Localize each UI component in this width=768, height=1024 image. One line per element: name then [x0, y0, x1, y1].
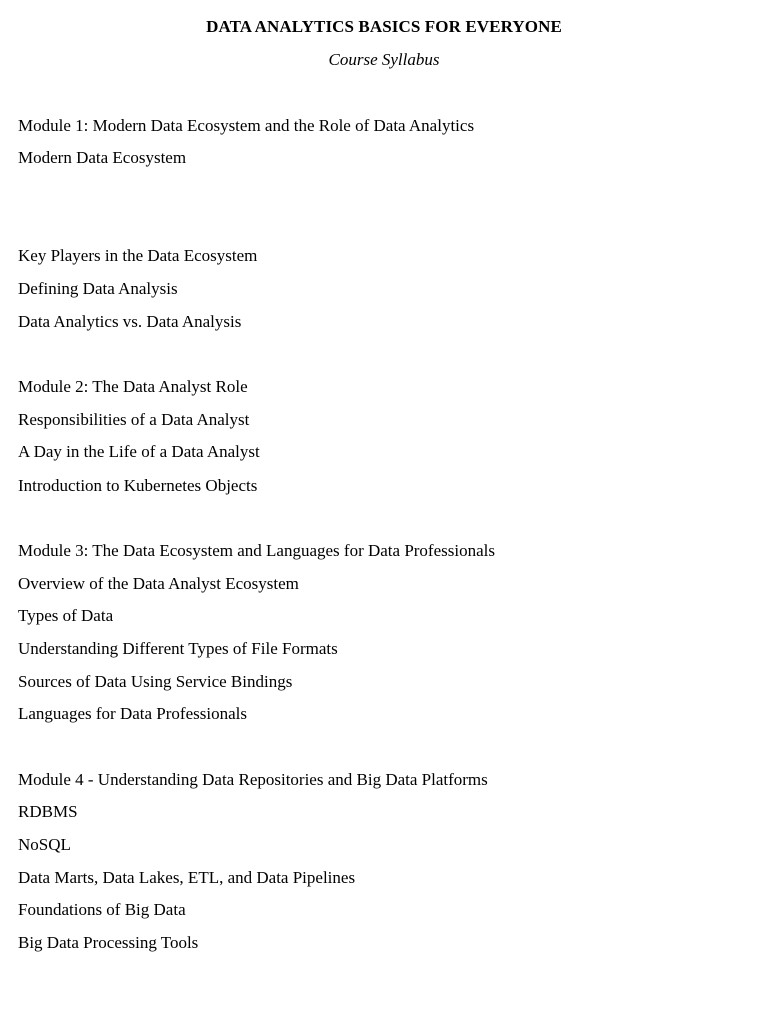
module-1-topic-2: Key Players in the Data Ecosystem [18, 246, 258, 265]
module-1-topic-1: Modern Data Ecosystem [18, 148, 187, 167]
module-3-topic-5: Languages for Data Professionals [18, 704, 247, 723]
module-1-topic-4: Data Analytics vs. Data Analysis [18, 312, 242, 331]
document-title: DATA ANALYTICS BASICS FOR EVERYONE [206, 17, 562, 36]
module-1-topic-3: Defining Data Analysis [18, 279, 178, 298]
module-4-heading: Module 4 - Understanding Data Repositories and Big Data Platforms [18, 770, 488, 789]
module-3-topic-1: Overview of the Data Analyst Ecosystem [18, 574, 299, 593]
module-2-topic-2: A Day in the Life of a Data Analyst [18, 442, 260, 461]
module-4-topic-4: Foundations of Big Data [18, 900, 186, 919]
module-3-topic-4: Sources of Data Using Service Bindings [18, 672, 293, 691]
module-3-heading: Module 3: The Data Ecosystem and Languages for Data Professionals [18, 541, 495, 560]
module-3-topic-2: Types of Data [18, 606, 114, 625]
module-2-topic-3: Introduction to Kubernetes Objects [18, 476, 258, 495]
module-1-heading: Module 1: Modern Data Ecosystem and the Role of Data Analytics [18, 116, 475, 135]
module-3-topic-3: Understanding Different Types of File Formats [18, 639, 338, 658]
document-subtitle: Course Syllabus [328, 50, 440, 69]
module-2-topic-1: Responsibilities of a Data Analyst [18, 410, 250, 429]
module-4-topic-3: Data Marts, Data Lakes, ETL, and Data Pipelines [18, 868, 356, 887]
module-2-heading: Module 2: The Data Analyst Role [18, 377, 248, 396]
module-4-topic-5: Big Data Processing Tools [18, 933, 199, 952]
module-4-topic-2: NoSQL [18, 835, 71, 854]
module-4-topic-1: RDBMS [18, 802, 78, 821]
